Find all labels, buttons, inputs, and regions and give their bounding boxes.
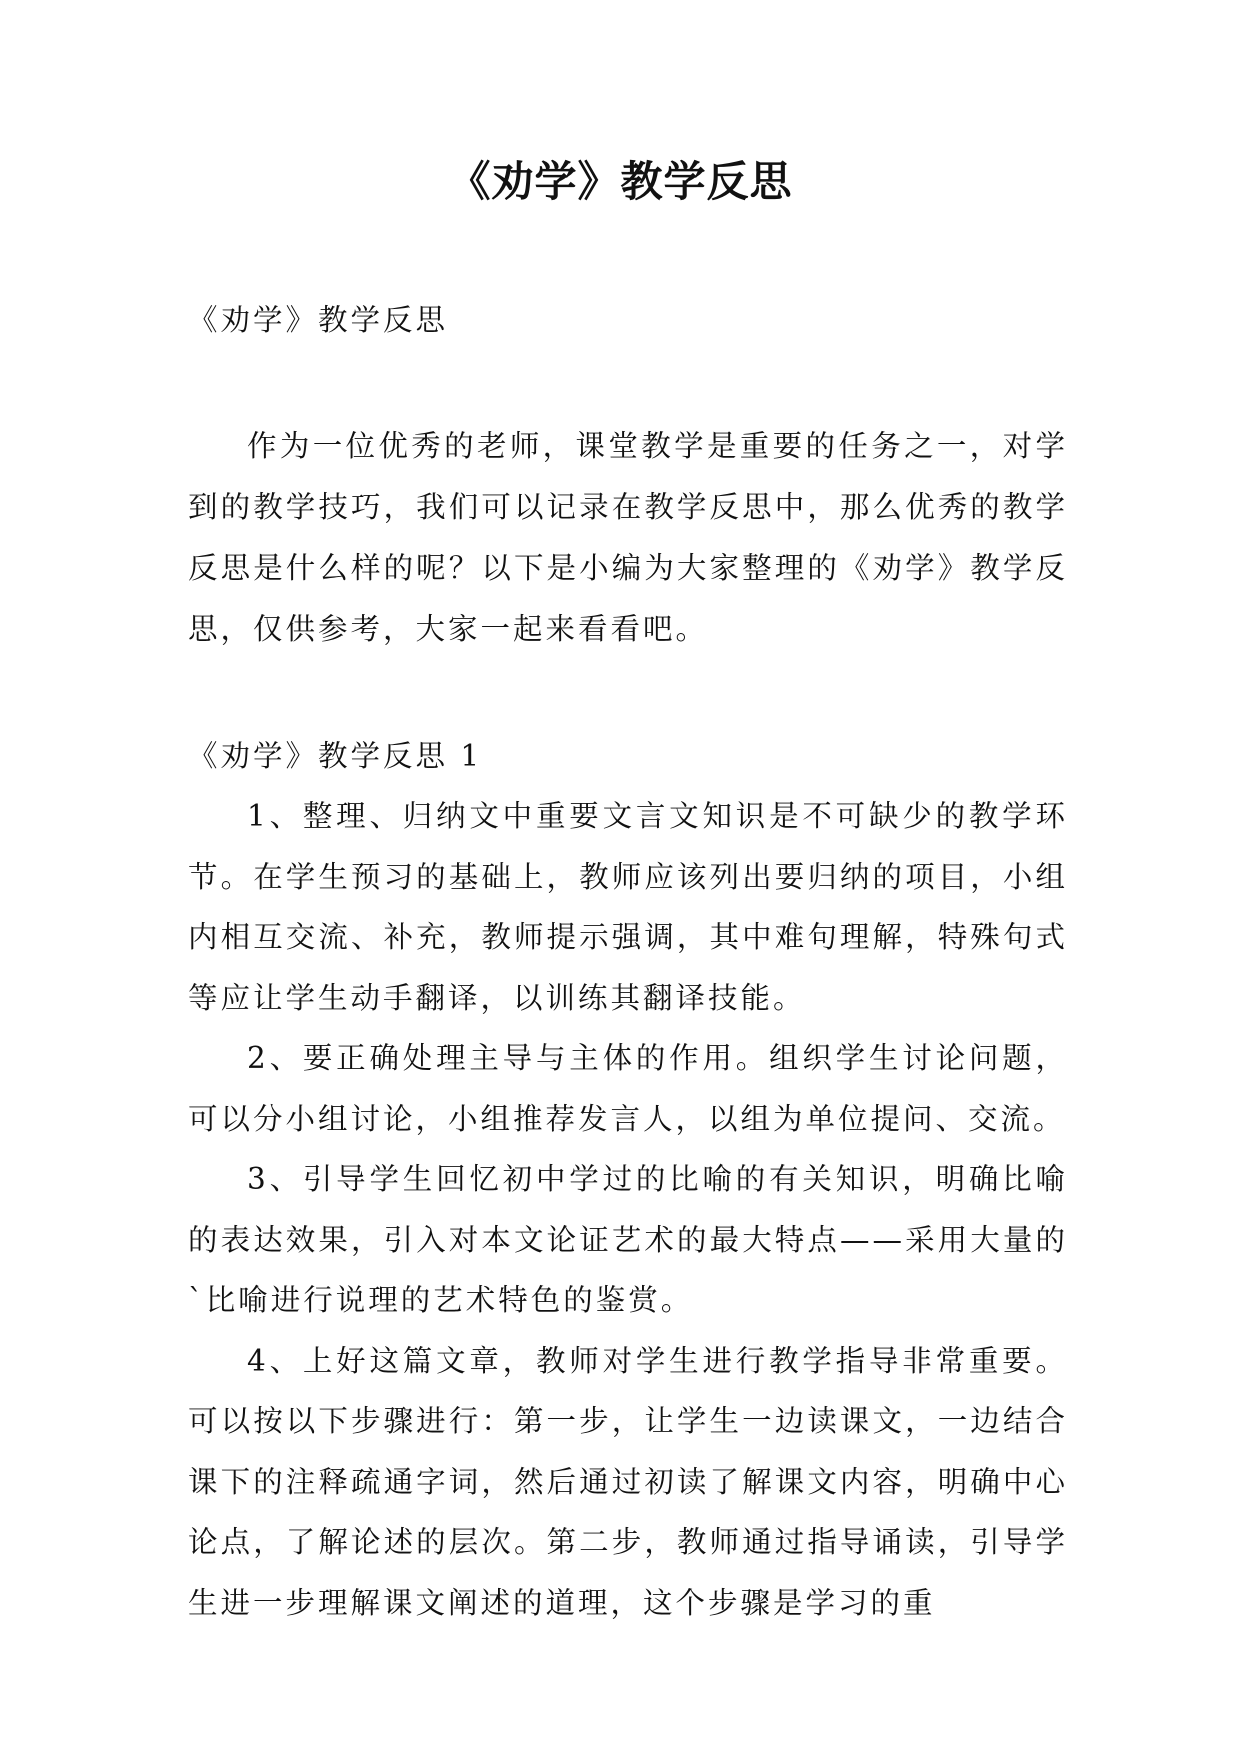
document-title: 《劝学》教学反思 <box>448 157 793 206</box>
intro-paragraph: 作为一位优秀的老师，课堂教学是重要的任务之一，对学到的教学技巧，我们可以记录在教学反思中，那么优秀的教学反思是什么样的呢？以下是小编为大家整理的《劝学》教学反思，仅供参考，大家一起来看看吧。 <box>188 429 1068 646</box>
document-body <box>188 290 1068 1633</box>
paragraph-2: 2、要正确处理主导与主体的作用。组织学生讨论问题，可以分小组讨论，小组推荐发言人，以组为单位提问、交流。 <box>188 1041 1068 1136</box>
intro-section <box>188 416 1068 660</box>
section-heading: 《劝学》教学反思 1 <box>188 739 483 773</box>
paragraph-1: 1、整理、归纳文中重要文言文知识是不可缺少的教学环节。在学生预习的基础上，教师应该列出要归纳的项目，小组内相互交流、补充，教师提示强调，其中难句理解，特殊句式等应让学生动手翻译，以训练其翻译技能。 <box>188 799 1068 1015</box>
paragraph-3: 3、引导学生回忆初中学过的比喻的有关知识，明确比喻的表达效果，引入对本文论证艺术的最大特点——采用大量的`比喻进行说理的艺术特色的鉴赏。 <box>188 1162 1068 1317</box>
section-paragraphs <box>188 786 1068 1633</box>
paragraph-4: 4、上好这篇文章，教师对学生进行教学指导非常重要。可以按以下步骤进行：第一步，让学生一边读课文，一边结合课下的注释疏通字词，然后通过初读了解课文内容，明确中心论点，了解论述的层次。第二步，教师通过指导诵读，引导学生进一步理解课文阐述的道理，这个步骤是学习的重 <box>188 1343 1068 1620</box>
document-subtitle: 《劝学》教学反思 <box>188 303 449 337</box>
